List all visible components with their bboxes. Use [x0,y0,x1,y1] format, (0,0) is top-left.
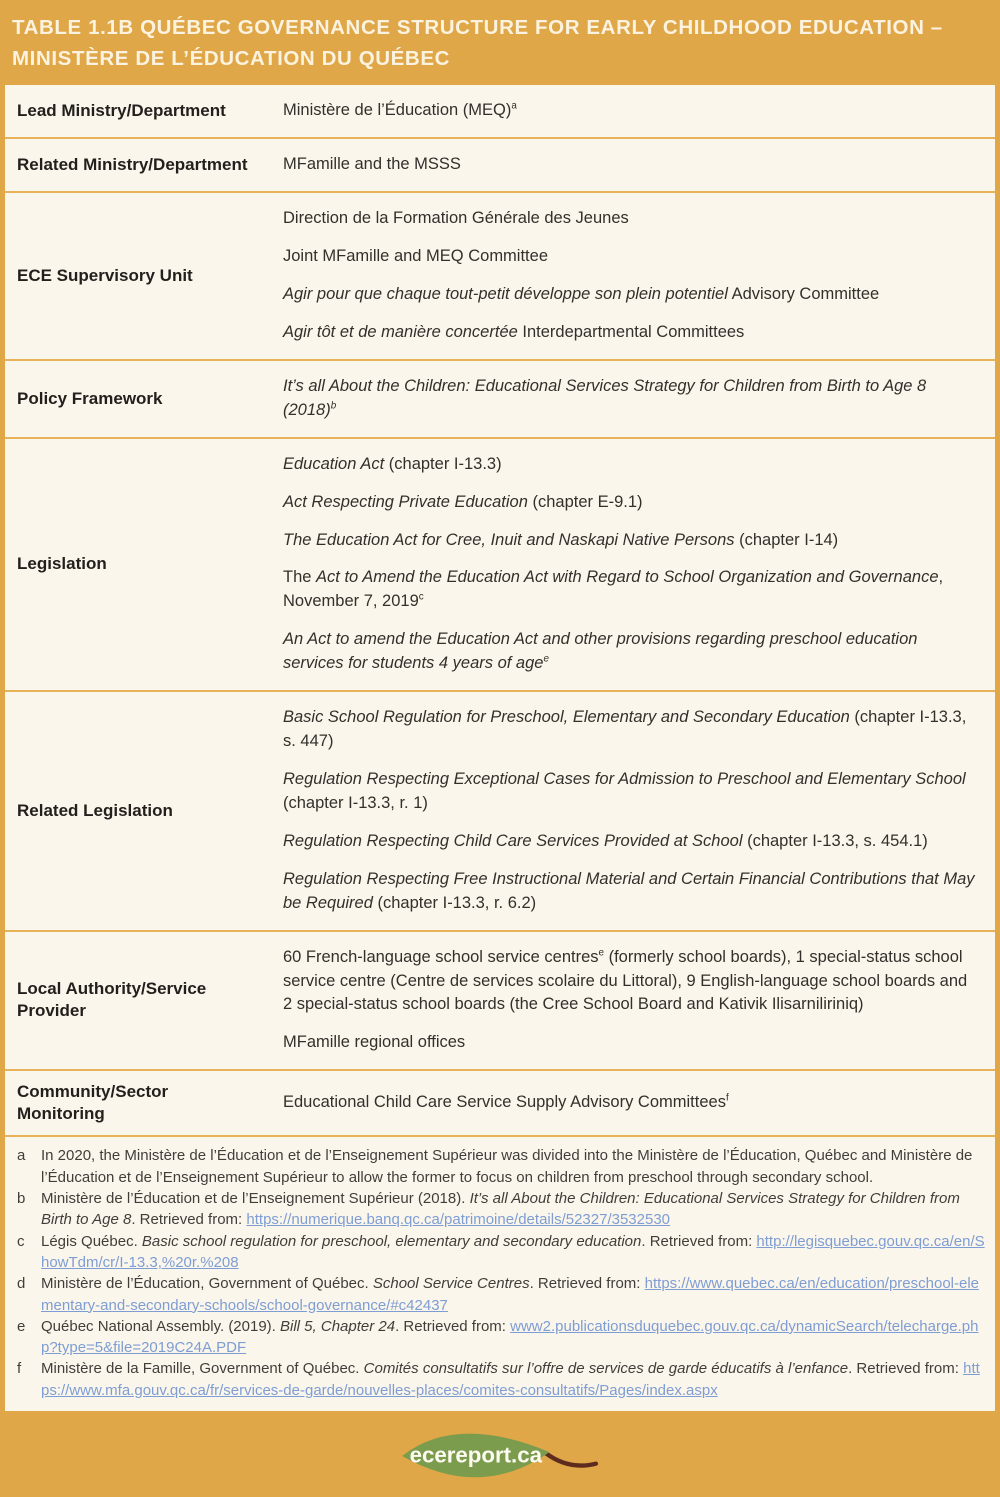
text-segment: (chapter I-13.3, s. 454.1) [742,831,928,850]
text-segment: (chapter E-9.1) [527,492,643,511]
row-value-paragraph [283,491,975,515]
table-row [5,85,995,139]
row-value [283,361,995,437]
text-segment: Regulation Respecting Free Instructional Material and Certain Financial Contributions that May be Required [283,869,975,912]
row-label: Lead Ministry/Department [17,101,226,121]
row-value-paragraph [283,566,975,614]
row-value-paragraph [283,529,975,553]
row-label: Community/Sector Monitoring [17,1082,169,1124]
table-row [5,692,995,931]
text-segment: MFamille and the MSSS [283,155,461,174]
table-row [5,193,995,361]
footnote [17,1231,985,1274]
row-value-paragraph [283,868,975,916]
row-value [283,692,995,929]
row-value-paragraph [283,245,975,269]
footnote-letter: d [17,1275,26,1293]
footnote-text [41,1231,985,1274]
row-value-paragraph [283,1091,975,1115]
row-value-paragraph [283,768,975,816]
row-label: Local Authority/Service Provider [17,979,207,1021]
footnote-link[interactable]: www2.publicationsduquebec.gouv.qc.ca/dynamicSearch/telecharge.php?type=5&file=2019C24A.PDF [41,1317,979,1357]
row-value-paragraph [283,706,975,754]
footer-site-label: ecereport.ca [409,1442,542,1468]
footnote-letter: b [17,1190,26,1208]
footnote [17,1188,985,1231]
row-value-paragraph [283,99,975,123]
footnote-ref: f [725,1092,729,1104]
text-segment: Agir pour que chaque tout-petit développe son plein potentiel [283,285,728,303]
row-value-paragraph [283,830,975,854]
footnote-text [41,1188,985,1231]
leaf-icon [389,1423,611,1485]
text-segment: It’s all About the Children: Educational Services Strategy for Children from Birth to Age 8 (2018) [283,376,927,419]
footnote-link[interactable]: https://www.mfa.gouv.qc.ca/fr/services-de-garde/nouvelles-places/comites-consultatifs/Pages/index.aspx [41,1360,980,1399]
footnote-letter: c [17,1232,25,1250]
leaf-stem [546,1453,596,1466]
footnotes-section [0,1137,1000,1411]
table-row [5,139,995,193]
row-value-paragraph [283,283,975,307]
text-segment: Ministère de l’Éducation, Government of Québec. [41,1275,373,1293]
ecereport-logo [389,1423,611,1485]
text-segment: Basic school regulation for preschool, elementary and secondary education [141,1232,642,1250]
table-header [0,0,1000,85]
footnote-text [41,1145,985,1188]
text-segment: Bill 5, Chapter 24 [280,1317,396,1335]
footer [0,1411,1000,1497]
footnote-letter: e [17,1317,26,1335]
footnote-ref: e [543,653,549,665]
footnote-text [41,1358,985,1401]
text-segment: Comités consultatifs sur l’offre de services de garde éducatifs à l’enfance [363,1360,849,1378]
row-label: Related Ministry/Department [17,155,248,175]
footnote-ref: b [330,400,337,412]
text-segment: Basic School Regulation for Preschool, Elementary and Secondary Education [283,708,850,727]
row-value [283,139,995,191]
row-value-paragraph [283,321,975,345]
table-row [5,1071,995,1137]
row-value-paragraph [283,946,975,1018]
text-segment: (formerly school boards), 1 special-status school service centre (Centre de services scolaire du Littoral), 9 English-language school boards and 2 special-status school boards (the Cree School Board and Kativik Ilisarniliriniq) [283,947,968,1014]
footnote [17,1145,985,1188]
row-value-paragraph [283,207,975,231]
text-segment: . Retrieved from: [848,1360,964,1378]
row-value [283,439,995,690]
text-segment: , November 7, 2019 [283,568,944,611]
text-segment: The Education Act for Cree, Inuit and Naskapi Native Persons [283,530,735,549]
text-segment: . Retrieved from: [131,1211,247,1229]
text-segment: . Retrieved from: [529,1275,645,1293]
footnote [17,1358,985,1401]
footnote [17,1316,985,1359]
table-row [5,439,995,692]
text-segment: In 2020, the Ministère de l’Éducation et de l’Enseignement Supérieur was divided into the Ministère de l’Éducation, Québec and Ministère de l’Éducation et de l’Enseignement Supérieur to allow the former to focus on children from preschool through secondary school. [41,1147,973,1186]
row-label: ECE Supervisory Unit [17,265,193,285]
footnotes [5,1137,995,1411]
text-segment: Education Act [283,454,385,473]
text-segment: Agir tôt et de manière concertée [283,322,518,341]
text-segment: Act Respecting Private Education [283,492,528,511]
text-segment: It’s all About the Children: Educational Services Strategy for Children from Birth to Age 8 [41,1190,960,1229]
footnote [17,1273,985,1316]
text-segment: Interdepartmental Committees [517,322,745,341]
text-segment: Ministère de l’Éducation (MEQ) [283,101,512,120]
text-segment: (chapter I-13.3, s. 447) [283,708,967,751]
footnote-letter: a [17,1147,26,1165]
text-segment: (chapter I-13.3, r. 6.2) [372,893,537,912]
text-segment: Regulation Respecting Exceptional Cases for Admission to Preschool and Elementary School [283,769,966,788]
footnote-link[interactable]: https://numerique.banq.qc.ca/patrimoine/details/52327/3532530 [246,1211,671,1229]
text-segment: . Retrieved from: [395,1317,511,1335]
footnote-ref: c [418,591,424,603]
row-value-paragraph [283,453,975,477]
row-label: Legislation [17,554,107,574]
text-segment: (chapter I-13.3) [384,454,502,473]
row-value [283,85,995,137]
footnote-ref: e [598,947,605,959]
footnote-link[interactable]: https://www.quebec.ca/en/education/preschool-elementary-and-secondary-schools/school-governance/#c42437 [41,1275,980,1314]
text-segment: Direction de la Formation Générale des Jeunes [283,209,629,228]
footnote-letter: f [17,1360,22,1378]
text-segment: . Retrieved from: [641,1232,757,1250]
row-label: Policy Framework [17,388,163,408]
text-segment: (chapter I-14) [734,530,839,549]
table-row [5,361,995,439]
governance-table [0,85,1000,1137]
text-segment: Québec National Assembly. (2019). [41,1317,281,1335]
text-segment: 60 French-language school service centres [283,947,599,966]
row-value [283,1077,995,1129]
text-segment: Ministère de l’Éducation et de l’Enseignement Supérieur (2018). [41,1190,470,1208]
text-segment: Regulation Respecting Child Care Services Provided at School [283,831,743,850]
row-value-paragraph [283,153,975,177]
table-title: TABLE 1.1B QUÉBEC GOVERNANCE STRUCTURE FOR EARLY CHILDHOOD EDUCATION – MINISTÈRE DE L’ÉDUCATION DU QUÉBEC [12,16,943,71]
text-segment: Educational Child Care Service Supply Advisory Committees [283,1093,726,1112]
row-value-paragraph [283,628,975,676]
footnote-text [41,1273,985,1316]
text-segment: Act to Amend the Education Act with Regard to School Organization and Governance [316,568,939,587]
text-segment: The [283,568,317,587]
text-segment: MFamille regional offices [283,1033,466,1052]
row-value [283,932,995,1070]
row-value [283,193,995,359]
text-segment: An Act to amend the Education Act and other provisions regarding preschool education services for students 4 years of age [283,630,918,673]
row-value-paragraph [283,1031,975,1055]
row-label: Related Legislation [17,800,173,820]
footnote-ref: a [511,100,517,112]
text-segment: Ministère de la Famille, Government of Québec. [41,1360,364,1378]
text-segment: Légis Québec. [41,1232,142,1250]
text-segment: Advisory Committee [727,285,880,303]
text-segment: School Service Centres [372,1275,530,1293]
text-segment: Joint MFamille and MEQ Committee [283,247,548,266]
text-segment: (chapter I-13.3, r. 1) [283,793,428,812]
footnote-text [41,1316,985,1359]
table-row [5,932,995,1072]
footnote-link[interactable]: http://legisquebec.gouv.qc.ca/en/ShowTdm/cr/I-13.3,%20r.%208 [41,1232,985,1271]
row-value-paragraph [283,375,975,423]
